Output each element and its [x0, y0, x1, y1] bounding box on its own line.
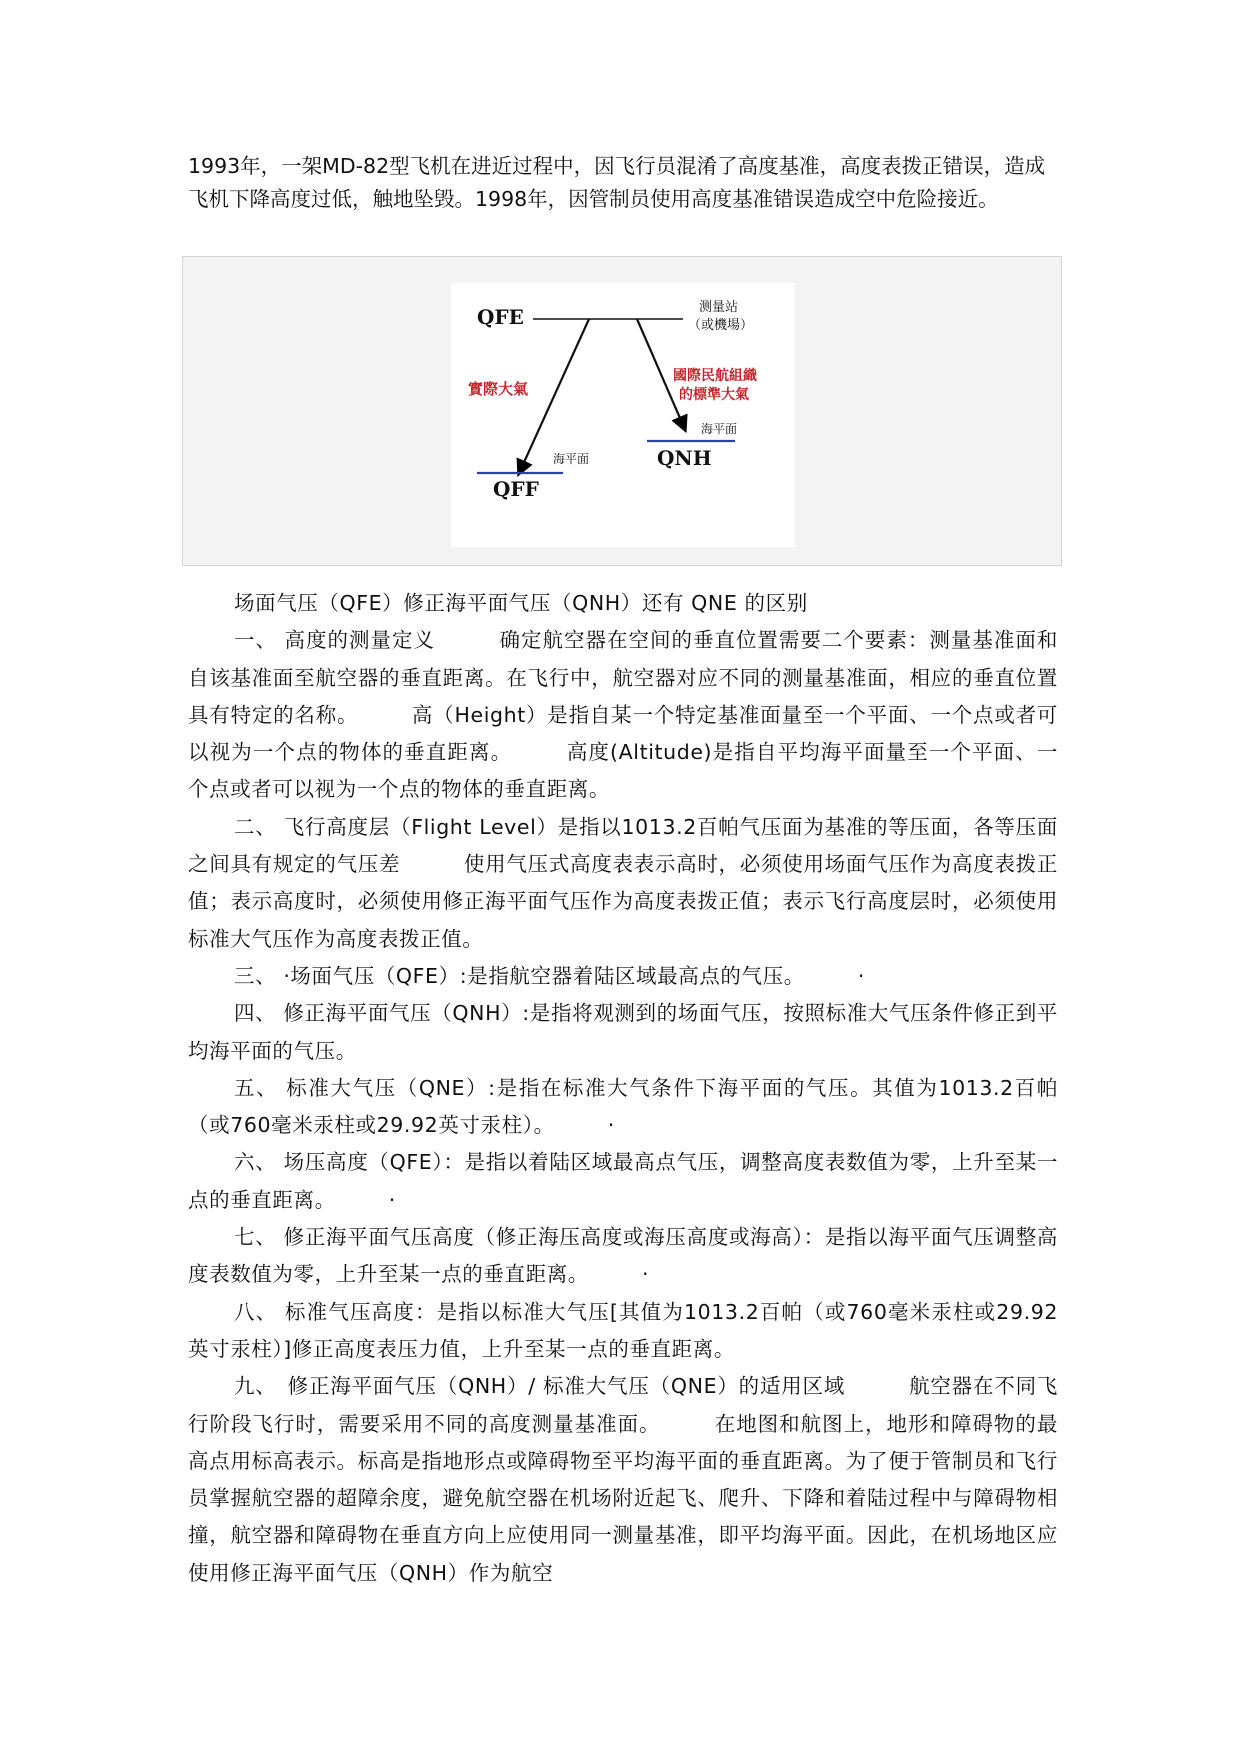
section-3-paragraph: 三、 ·场面气压（QFE）:是指航空器着陆区域最高点的气压。 ·: [234, 963, 865, 988]
intro-paragraph: 1993年，一架MD-82型飞机在进近过程中，因飞行员混淆了高度基准，高度表拨正错误，造成飞机下降高度过低，触地坠毁。1998年，因管制员使用高度基准错误造成空中危险接近。: [188, 154, 1046, 211]
sea-level-right-label: 海平面: [701, 422, 738, 436]
section-7-paragraph: 七、 修正海平面气压高度（修正海压高度或海压高度或海高）：是指以海平面气压调整高度表数值为零，上升至某一点的垂直距离。 ·: [188, 1225, 1058, 1287]
icao-label-2: 的標準大氣: [679, 387, 749, 403]
section-2-paragraph: 二、 飞行高度层（Flight Level）是指以1013.2百帕气压面为基准的等压面，各等压面之间具有规定的气压差 使用气压式高度表表示高时，必须使用场面气压作为高度表拨正值；表示高度时，必须使用修正海平面气压作为高度表拨正值；表示飞行高度层时，必须使用标准大气压作为高度表拨正值。: [188, 814, 1058, 951]
section-4-paragraph: 四、 修正海平面气压（QNH）:是指将观测到的场面气压，按照标准大气压条件修正到平均海平面的气压。: [188, 1001, 1058, 1063]
qff-label: QFF: [493, 477, 539, 501]
section-9-paragraph: 九、 修正海平面气压（QNH）/ 标准大气压（QNE）的适用区域 航空器在不同飞行阶段飞行时，需要采用不同的高度测量基准面。 在地图和航图上，地形和障碍物的最高点用标高表示。标高是指地形点或障碍物至平均海平面的垂直距离。为了便于管制员和飞行员掌握航空器的超障余度，避免航空器在机场附近起飞、爬升、下降和着陆过程中与障碍物相撞，航空器和障碍物在垂直方向上应使用同一测量基准，即平均海平面。因此，在机场地区应使用修正海平面气压（QNH）作为航空: [188, 1374, 1058, 1585]
sea-level-left-label: 海平面: [553, 452, 590, 466]
actual-atmosphere-label: 實際大氣: [468, 380, 529, 398]
actual-atmosphere-arrow: [521, 319, 589, 469]
qfe-qnh-qff-diagram: [451, 283, 795, 547]
station-label-2: （或機場）: [688, 318, 754, 333]
qnh-label: QNH: [657, 446, 712, 470]
qfe-label: QFE: [477, 305, 524, 329]
figure-frame: [182, 256, 1062, 566]
diagram-svg: [451, 283, 795, 547]
icao-label-1: 國際民航組織: [673, 368, 757, 384]
body-text: [188, 585, 1058, 1592]
section-5-paragraph: 五、 标准大气压（QNE）:是指在标准大气条件下海平面的气压。其值为1013.2百帕（或760毫米汞柱或29.92英寸汞柱）。 ·: [188, 1075, 1058, 1138]
station-label-1: 测量站: [699, 300, 739, 315]
section-8-paragraph: 八、 标准气压高度：是指以标准大气压[其值为1013.2百帕（或760毫米汞柱或29.92英寸汞柱）]修正高度表压力值，上升至某一点的垂直距离。: [188, 1299, 1058, 1361]
section-6-paragraph: 六、 场压高度（QFE）：是指以着陆区域最高点气压，调整高度表数值为零，上升至某一点的垂直距离。 ·: [188, 1150, 1058, 1212]
section-1-paragraph: 一、 高度的测量定义 确定航空器在空间的垂直位置需要二个要素：测量基准面和自该基准面至航空器的垂直距离。在飞行中，航空器对应不同的测量基准面，相应的垂直位置具有特定的名称。 高（Height）是指自某一个特定基准面量至一个平面、一个点或者可以视为一个点的物体的垂直距离。 高度(Altitude)是指自平均海平面量至一个平面、一个点或者可以视为一个点的物体的垂直距离。: [188, 628, 1058, 802]
section-heading: 场面气压（QFE）修正海平面气压（QNH）还有 QNE 的区别: [234, 591, 808, 615]
